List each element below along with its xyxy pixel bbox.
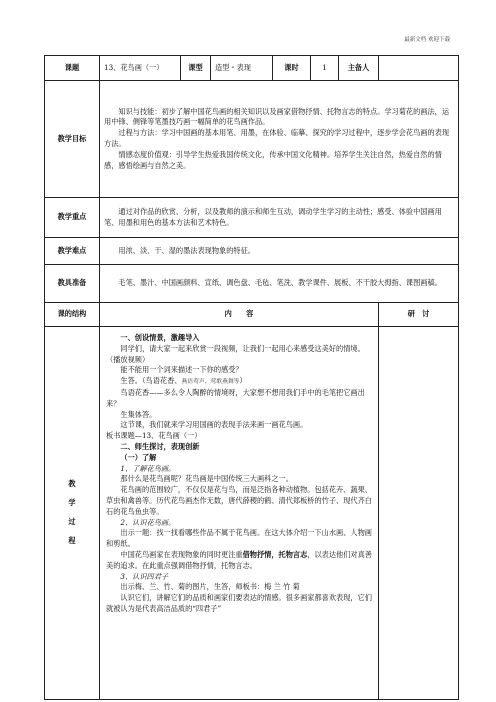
process-label — [45, 327, 100, 700]
key-points-text: 通过对作品的欣赏、分析，以及教师的演示和师生互动，调动学生学习的主动性；感受、体验中国画用笔、用墨和用色的基本方法和艺术特色。 — [104, 206, 442, 227]
process-row — [45, 327, 459, 700]
item-heading: 2、认识花鸟画。 — [120, 517, 176, 527]
lesson-info-row — [45, 56, 459, 81]
key-points-content — [100, 198, 459, 238]
hours-value: 1 — [311, 56, 339, 81]
process-label-char: 程 — [68, 535, 76, 545]
hours-label: 课时 — [273, 56, 311, 81]
difficulty-label: 教学难点 — [45, 238, 100, 265]
paragraph: 这节课，我们就来学习用国画的表现手法来画一画花鸟画。 — [120, 420, 308, 430]
paragraph: 同学们，请大家一起来欣赏一段视频，让我们一起用心来感受这美好的情境。（播放视频） — [106, 343, 365, 364]
lesson-plan-table — [44, 55, 459, 700]
lesson-title: 13、花鸟画（一） — [100, 56, 181, 81]
text-run: 生答。（鸟语花香、 — [120, 376, 182, 386]
text-run: ，以表达他们对真善美的追求。在此重点强调借物抒情，托物言志。 — [106, 549, 372, 570]
goals-attitude: 情感态度价值观：引导学生热爱我国传统文化，传承中国文化精神。培养学生关注自然，热爱自然的情感，感悟绘画与自然之美。 — [104, 149, 442, 170]
lesson-label: 课题 — [45, 56, 100, 81]
paragraph: 出示梅、兰、竹、菊的图片，生答，师板书：梅 兰 竹 菊 — [120, 582, 300, 592]
paragraph: 能不能用一个词来描述一下你的感受？ — [120, 365, 243, 375]
header-note: 最新文档 欢迎下载 — [404, 37, 450, 43]
discussion-cell — [379, 327, 459, 700]
process-label-char: 学 — [68, 498, 76, 508]
paragraph: 认识它们，讲解它们的品质和画家们要表达的情感。很多画家都喜欢表现，它们就被认为是代表高洁品质的“四君子” — [106, 593, 372, 613]
preparer-label: 主备人 — [339, 56, 379, 81]
paragraph: 出示一题：找一找看哪些作品不属于花鸟画。在这大体介绍一下山水画、人物画和剪纸。 — [106, 528, 372, 549]
difficulty-content — [100, 238, 459, 265]
content-header: 内 容 — [100, 303, 379, 327]
process-label-char: 教 — [68, 479, 76, 489]
item-heading: 1、了解花鸟画。 — [120, 463, 176, 473]
section-heading: 二、师生探讨，表现创新 — [120, 441, 200, 451]
difficulty-text: 用浓、淡、干、湿的墨法表现物象的特征。 — [118, 245, 255, 255]
goals-row — [45, 81, 459, 198]
materials-row — [45, 265, 459, 303]
subsection-heading: （一）了解 — [120, 452, 157, 462]
paragraph — [106, 550, 374, 572]
structure-header-row — [45, 303, 459, 327]
key-points-row — [45, 198, 459, 238]
process-content — [100, 327, 379, 700]
difficulty-row — [45, 238, 459, 265]
materials-content — [100, 265, 459, 303]
materials-label: 教具准备 — [45, 265, 100, 303]
goals-knowledge: 知识与技能：初步了解中国花鸟画的相关知识以及画家借物抒情、托物言志的特点。学习菊花的画法，运用中锋、侧锋等笔墨技巧画一幅简单的花鸟画作品。 — [104, 106, 450, 127]
text-run-small: 燕语莺声、莺歌燕舞等 — [181, 379, 240, 386]
type-value: 造型・表现 — [211, 56, 273, 81]
process-label-char: 过 — [68, 517, 76, 526]
text-run-bold: 借物抒情，托物言志 — [242, 549, 308, 559]
paragraph: 板书课题—13、花鸟画（一） — [106, 431, 202, 441]
paragraph — [106, 376, 374, 388]
paragraph: 花鸟画的范围较广，不仅仅是花与鸟，而是泛指各种动植物。包括花卉、蔬果、草虫和禽兽等。历代花鸟画杰作无数，唐代薛稷的鹤、清代郑板桥的竹子、现代齐白石的花鸟鱼虫等。 — [106, 485, 372, 516]
preparer-value — [379, 56, 459, 81]
goals-content — [100, 81, 459, 198]
item-heading: 3、认识四君子 — [120, 571, 169, 581]
paragraph: 那什么是花鸟画呢？花鸟画是中国传统三大画科之一。 — [120, 474, 293, 484]
goals-label: 教学目标 — [45, 81, 100, 198]
discussion-header: 研 讨 — [379, 303, 459, 327]
goals-process: 过程与方法：学习中国画的基本用笔、用墨，在体验、临摹、探究的学习过程中，逐步学会花鸟画的表现方法。 — [104, 128, 450, 148]
type-label: 课型 — [181, 56, 211, 81]
text-run: 中国花鸟画家在表现物象的同时更注重 — [120, 549, 243, 559]
section-heading: 一、创设情景，激趣导入 — [120, 333, 200, 342]
materials-text: 毛笔、墨汁、中国画颜料、宣纸、调色盘、毛毡、笔洗、教学课件、展板、不干胶大拇指、课图画稿。 — [118, 278, 442, 288]
paragraph: 生集体答。 — [120, 409, 157, 419]
structure-label: 课的结构 — [45, 303, 100, 327]
text-run: ） — [239, 376, 247, 386]
key-points-label: 教学重点 — [45, 198, 100, 238]
paragraph: 鸟语花香——多么令人陶醉的情境呀，大家想不想用我们手中的毛笔把它画出来？ — [106, 387, 365, 408]
